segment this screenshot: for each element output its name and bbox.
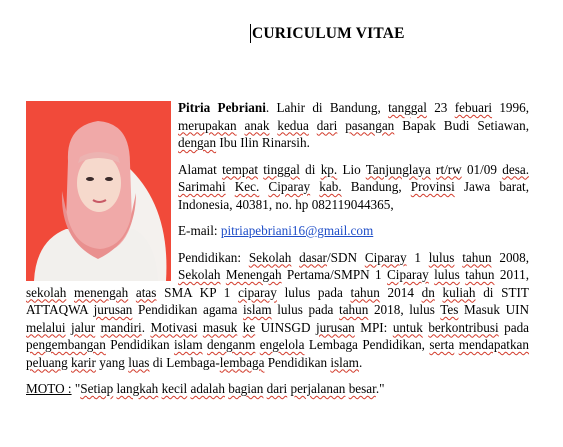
person-name: Pitria Pebriani [178, 100, 266, 115]
paragraph-address: Alamat tempat tinggal di kp. Lio Tanjunglaya rt/rw 01/09 desa. Sarimahi Kec. Ciparay kab. Bandung, Provinsi Jawa barat, Indonesia, 40381, no. hp 082119044365, [178, 161, 530, 212]
document-title: CURICULUM VITAE [252, 25, 405, 42]
moto-label: MOTO : [26, 381, 72, 396]
cv-body [26, 99, 529, 407]
paragraph-moto: MOTO : "Setiap langkah kecil adalah bagian dari perjalanan besar." [26, 381, 385, 396]
paragraph-intro: Pitria Pebriani. Lahir di Bandung, tanggal 23 febuari 1996, merupakan anak kedua dari pasangan Bapak Budi Setiawan, dengan Ibu Ilin Rinarsih. [178, 100, 530, 150]
paragraph-education: Pendidikan: Sekolah dasar/SDN Ciparay 1 lulus tahun 2008, Sekolah Menengah Pertama/SMPN 1 Ciparay lulus tahun 2011, sekolah menengah atas SMA KP 1 ciparay lulus pada tahun 2014 dn kuliah di STIT ATTAQWA jurusan Pendidikan agama islam lulus pada tahun 2018, lulus Tes Masuk UIN melalui jalur mandiri. Motivasi masuk ke UINSGD jurusan MPI: untuk berkontribusi pada pengembangan Pendidikan islam denganm engelola Lembaga Pendidikan, serta mendapatkan peluang karir yang luas di Lembaga-lembaga Pendidikan islam. [26, 249, 530, 370]
photo-spacer [26, 99, 174, 282]
text-cursor [250, 24, 251, 43]
email-link[interactable]: pitriapebriani16@gmail.com [220, 223, 374, 238]
email-label: E-mail: [178, 223, 221, 238]
